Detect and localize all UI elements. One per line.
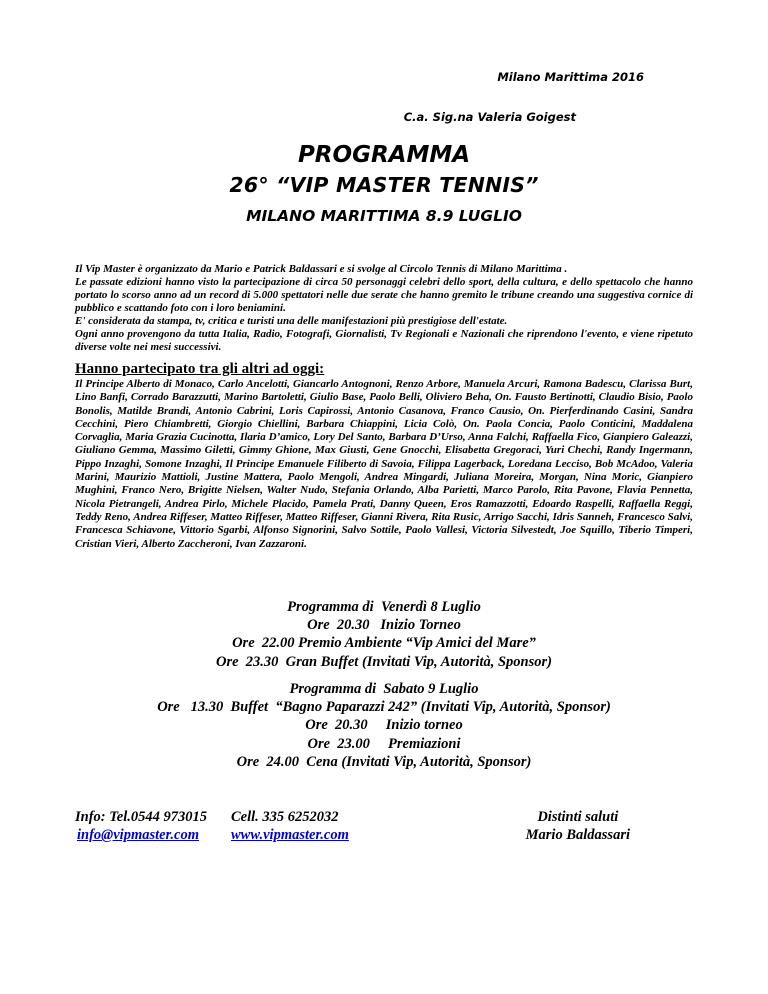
contact-info <box>75 808 207 844</box>
programme-line: Ore 22.00 Premio Ambiente “Vip Amici del Mare” <box>232 635 536 652</box>
signature-name: Mario Baldassari <box>525 827 630 843</box>
programme-friday <box>0 598 768 671</box>
programme-line: Ore 13.30 Buffet “Bagno Paparazzi 242” (Invitati Vip, Autorità, Sponsor) <box>157 699 611 716</box>
programme-heading: Programma di Venerdì 8 Luglio <box>287 599 481 615</box>
intro-paragraph: Le passate edizioni hanno visto la partecipazione di circa 50 personaggi celebri dello sport, della cultura, e dello spettacolo che hanno portato lo scorso anno ad un record di 5.000 spettatori nelle due serate che hanno gremito le tribune creando una suggestiva cornice di pubblico e scattando foto con i loro beniamini. <box>75 276 693 314</box>
intro-text <box>75 263 693 354</box>
title-location-date: MILANO MARITTIMA 8.9 LUGLIO <box>246 207 522 225</box>
date-line: Milano Marittima 2016 <box>497 70 644 84</box>
signature-block <box>526 808 630 844</box>
programme-heading: Programma di Sabato 9 Luglio <box>289 681 479 697</box>
cell-number: Cell. 335 6252032 <box>231 809 339 825</box>
intro-paragraph: E' considerata da stampa, tv, critica e turisti una delle manifestazioni più prestigiose dell'estate. <box>75 315 508 327</box>
title-programma: PROGRAMMA <box>297 142 471 168</box>
programme-line: Ore 23.30 Gran Buffet (Invitati Vip, Autorità, Sponsor) <box>216 653 552 670</box>
info-telephone: Info: Tel.0544 973015 <box>75 809 207 825</box>
programme-saturday <box>0 680 768 771</box>
intro-paragraph: Ogni anno provengono da tutta Italia, Radio, Fotografi, Giornalisti, Tv Regionali e Nazionali che riprendono l'evento, e viene ripetuto diverse volte nei mesi successivi. <box>75 328 693 353</box>
intro-paragraph: Il Vip Master è organizzato da Mario e Patrick Baldassari e si svolge al Circolo Tennis di Milano Marittima . <box>75 263 568 275</box>
participants-list: Il Principe Alberto di Monaco, Carlo Ancelotti, Giancarlo Antognoni, Renzo Arbore, Manuela Arcuri, Ramona Badescu, Clarissa Burt, Lino Banfi, Corrado Barazzutti, Marino Bartoletti, Giulio Base, Paolo Belli, Oliviero Beha, On. Fausto Bertinotti, Claudio Bisio, Paolo Bonolis, Matilde Brandi, Antonio Cabrini, Loris Capirossi, Antonio Casanova, Franco Causio, On. Pierferdinando Casini, Sandra Cecchini, Piero Chiambretti, Giorgio Chiellini, Barbara Chiappini, Licia Colò, On. Paola Concia, Paolo Conticini, Maddalena Corvaglia, Maria Grazia Cucinotta, Ilaria D’amico, Lory Del Santo, Barbara D’Urso, Anna Falchi, Raffaella Fico, Gianpiero Galeazzi, Giuliano Gemma, Massimo Giletti, Gimmy Ghione, Max Giusti, Gene Gnocchi, Elisabetta Gregoraci, Yuri Chechi, Randy Ingermann, Pippo Inzaghi, Somone Inzaghi, Il Principe Emanuele Filiberto di Savoia, Filippa Lagerback, Loredana Lecciso, Bob McAdoo, Valeria Marini, Maurizio Mattioli, Justine Mattera, Paolo Mengoli, Andrea Mingardi, Juliana Moreira, Morgan, Nina Moric, Gianpiero Mughini, Franco Nero, Brigitte Nielsen, Walter Nudo, Stefania Orlando, Alba Parietti, Marco Parolo, Rita Pavone, Flavia Pennetta, Nicola Pietrangeli, Andrea Pirlo, Michele Placido, Pamela Prati, Danny Queen, Eros Ramazzotti, Edoardo Raspelli, Raffaella Reggi, Teddy Reno, Andrea Riffeser, Matteo Riffeser, Matteo Riffeser, Gianni Rivera, Rita Rusic, Arrigo Sacchi, Idris Sanneh, Francesco Salvi, Francesca Schiavone, Vittorio Sgarbi, Alfonso Signorini, Salvo Sottile, Paolo Vallesi, Victoria Silvestedt, Joe Squillo, Tiberio Timperi, Cristian Vieri, Alberto Zaccheroni, Ivan Zazzaroni. <box>75 378 693 550</box>
email-link[interactable]: info@vipmaster.com <box>77 827 200 843</box>
programme-line: Ore 24.00 Cena (Invitati Vip, Autorità, Sponsor) <box>236 753 532 770</box>
website-link[interactable]: www.vipmaster.com <box>231 827 349 843</box>
title-event-name: 26° “VIP MASTER TENNIS” <box>229 173 539 197</box>
greeting: Distinti saluti <box>537 809 619 825</box>
participants-heading: Hanno partecipato tra gli altri ad oggi: <box>75 361 325 377</box>
programme-line: Ore 20.30 Inizio torneo <box>305 717 463 734</box>
attention-line: C.a. Sig.na Valeria Goigest <box>403 110 576 124</box>
programme-line: Ore 23.00 Premiazioni <box>307 735 461 752</box>
programme-line: Ore 20.30 Inizio Torneo <box>307 617 461 634</box>
contact-cell <box>231 808 349 844</box>
